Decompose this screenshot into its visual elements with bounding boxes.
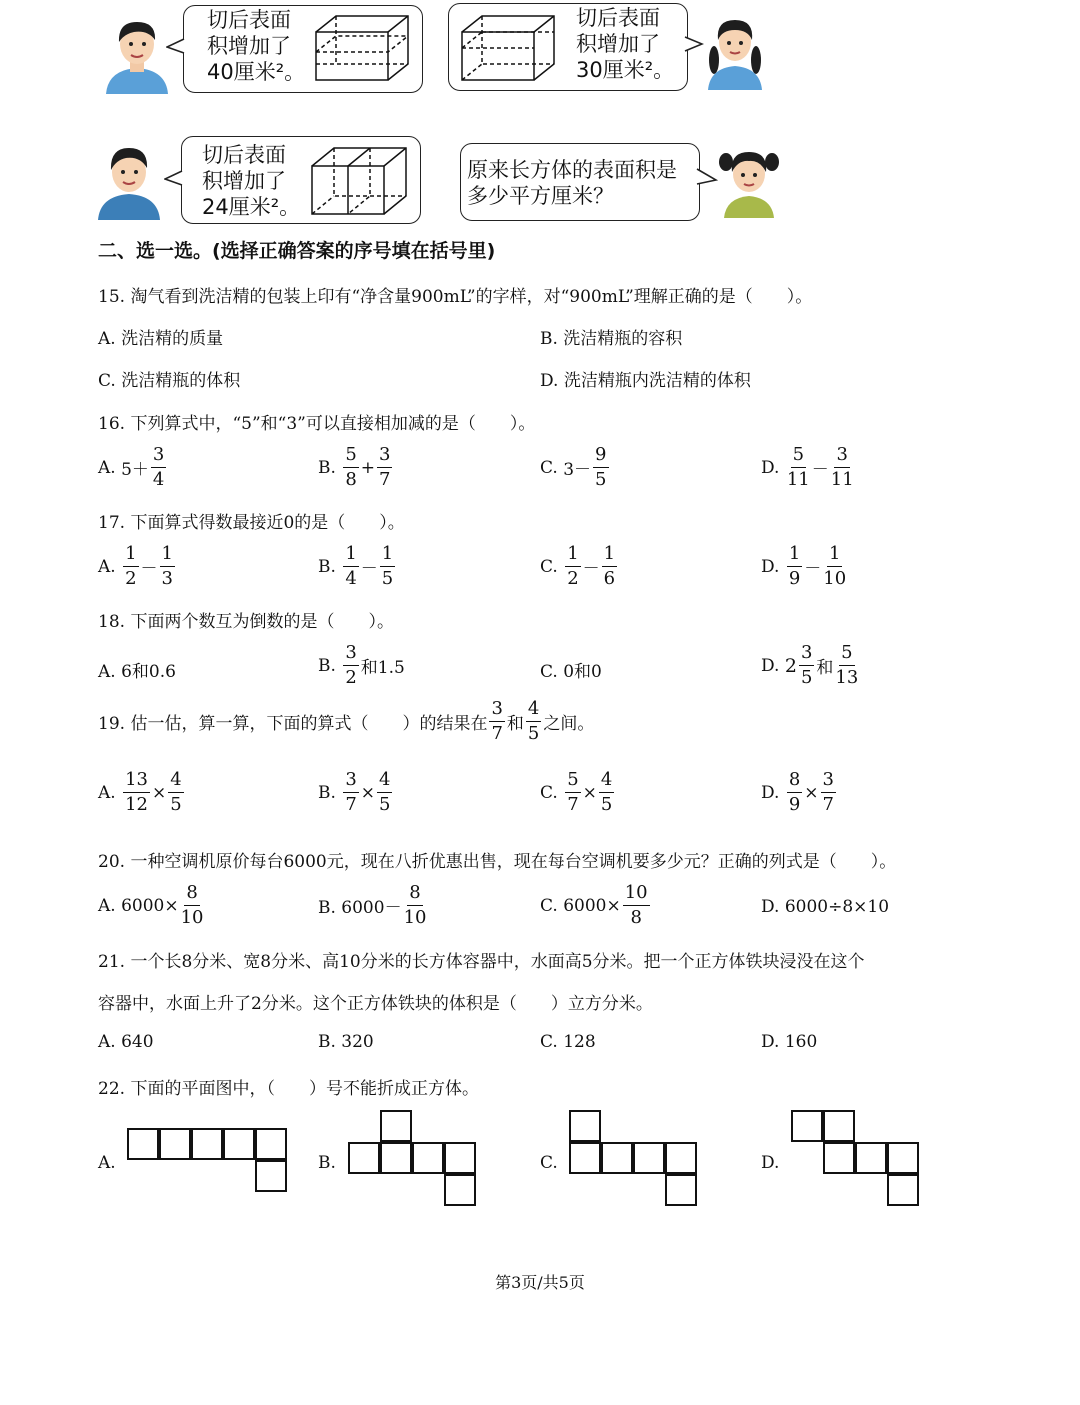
q17-d-den1: 9: [788, 568, 801, 589]
q17-d-label: D.: [761, 556, 780, 577]
question-16: 16. 下列算式中，“5”和“3”可以直接相加减的是（ ）。: [98, 414, 536, 434]
question-18: 18. 下面两个数互为倒数的是（ ）。: [98, 612, 394, 632]
q19-d-den2: 7: [822, 794, 834, 815]
q18-d-den1: 5: [800, 667, 813, 688]
q16-b-fraction-1: [343, 443, 358, 492]
q21-option-b: B. 320: [318, 1032, 374, 1052]
q17-c-fraction-1: [565, 542, 580, 591]
section-title: 二、选一选。(选择正确答案的序号填在括号里): [98, 240, 496, 262]
q18-d-num2: 5: [839, 641, 854, 666]
q16-option-c: [540, 443, 611, 492]
q19-c-fraction-1: [565, 768, 580, 817]
girl-avatar-1: [702, 10, 768, 90]
q16-a-num: 3: [151, 443, 166, 468]
bubble-2-line-2: 积增加了: [576, 32, 660, 56]
q17-a-fraction-2: [160, 542, 175, 591]
question-19: [98, 697, 594, 746]
q16-c-num: 9: [593, 443, 608, 468]
q16-c-pre: 3－: [563, 460, 592, 480]
q19-b-num1: 3: [343, 768, 358, 793]
bubble-3-line-3: 24厘米²。: [202, 195, 301, 219]
q18-b-den: 2: [345, 667, 357, 688]
q15-option-c: C. 洗洁精瓶的体积: [98, 371, 241, 391]
q19-mid: 和: [506, 714, 524, 734]
q16-b-num1: 5: [343, 443, 358, 468]
q20-option-b: [318, 881, 428, 930]
q19-d-num1: 8: [787, 768, 802, 793]
q15-option-b: B. 洗洁精瓶的容积: [540, 329, 683, 349]
q22-option-b-label: B.: [318, 1153, 336, 1173]
q19-option-c: [540, 768, 616, 817]
q17-c-num2: 1: [602, 542, 617, 567]
q17-option-d: [761, 542, 848, 591]
q17-a-label: A.: [98, 556, 116, 577]
q19-d-num2: 3: [821, 768, 836, 793]
q16-b-num2: 3: [377, 443, 392, 468]
net-square: [412, 1142, 444, 1174]
q16-d-label: D.: [761, 457, 780, 478]
q17-a-num2: 1: [160, 542, 175, 567]
q19-b-op: ×: [360, 782, 376, 803]
net-square: [191, 1128, 223, 1160]
q17-a-op: －: [140, 559, 158, 579]
q17-c-den1: 2: [567, 568, 579, 589]
q18-option-c: C. 0和0: [540, 662, 602, 682]
q18-d-num1: 3: [799, 641, 814, 666]
boy-avatar-2: [96, 142, 162, 220]
q17-option-a: [98, 542, 177, 591]
net-square: [791, 1110, 823, 1142]
q21-option-d: D. 160: [761, 1032, 818, 1052]
q17-d-op: －: [804, 559, 822, 579]
q22-net-d: [791, 1110, 927, 1212]
q16-a-label: A.: [98, 457, 116, 478]
q16-b-label: B.: [318, 457, 336, 478]
q19-d-label: D.: [761, 782, 780, 803]
q16-option-d: [761, 443, 856, 492]
q20-b-den: 10: [403, 907, 427, 928]
bubble-2-line-1: 切后表面: [576, 6, 660, 30]
q20-a-den: 10: [180, 907, 204, 928]
q17-d-num2: 1: [827, 542, 842, 567]
q16-option-b: [318, 443, 394, 492]
q19-c-op: ×: [582, 782, 597, 803]
bubble-1-line-3: 40厘米²。: [207, 60, 306, 84]
q17-b-den2: 5: [381, 568, 394, 589]
q18-d-fraction-2: [835, 641, 858, 690]
net-square: [887, 1142, 919, 1174]
bubble-4-line-2: 多少平方厘米？: [467, 184, 614, 208]
q17-c-op: －: [582, 559, 600, 579]
bubble-tail-3: [164, 170, 184, 186]
net-square: [601, 1142, 633, 1174]
bubble-3-line-2: 积增加了: [202, 169, 286, 193]
q18-b-fraction: [343, 641, 358, 690]
q17-b-label: B.: [318, 556, 336, 577]
q17-b-num2: 1: [380, 542, 395, 567]
page-footer: 第3页/共5页: [495, 1273, 585, 1292]
question-17: 17. 下面算式得数最接近0的是（ ）。: [98, 513, 405, 533]
q22-net-c: [569, 1110, 705, 1212]
q17-a-num1: 1: [123, 542, 138, 567]
q17-a-den1: 2: [125, 568, 137, 589]
q19-b-label: B.: [318, 782, 336, 803]
q16-d-fraction-2: [831, 443, 854, 492]
q17-d-den2: 10: [823, 568, 847, 589]
q16-option-a: [98, 443, 168, 492]
q17-a-den2: 3: [161, 568, 173, 589]
q16-a-fraction: [151, 443, 166, 492]
q19-a-num1: 13: [123, 768, 150, 793]
q17-b-num1: 1: [343, 542, 358, 567]
q16-b-den2: 7: [379, 469, 391, 490]
q19-fraction-1: [489, 697, 504, 746]
q22-option-a-label: A.: [98, 1153, 116, 1173]
bubble-tail-1: [166, 38, 186, 54]
q16-c-den: 5: [595, 469, 607, 490]
q19-a-fraction-2: [168, 768, 183, 817]
q22-net-a: [127, 1128, 293, 1196]
q20-b-fraction: [404, 881, 427, 930]
q16-a-den: 4: [152, 469, 165, 490]
q19-b-fraction-1: [343, 768, 358, 817]
q19-option-d: [761, 768, 838, 817]
q20-a-fraction: [181, 881, 204, 930]
q19-a-den2: 5: [170, 794, 182, 815]
girl-avatar-2: [716, 144, 782, 218]
q19-pre: 19. 估一估，算一算，下面的算式（ ）的结果在: [98, 714, 488, 734]
bubble-3-line-1: 切后表面: [202, 143, 286, 167]
net-square: [255, 1160, 287, 1192]
q17-c-den2: 6: [603, 568, 616, 589]
question-20: 20. 一种空调机原价每台6000元，现在八折优惠出售，现在每台空调机要多少元？正确的列式是（ ）。: [98, 852, 897, 872]
q19-d-den1: 9: [788, 794, 801, 815]
q20-b-num: 8: [407, 881, 422, 906]
q22-option-c-label: C.: [540, 1153, 558, 1173]
q16-d-den2: 11: [830, 469, 854, 490]
q19-d-fraction-1: [787, 768, 802, 817]
bubble-1-line-1: 切后表面: [207, 8, 291, 32]
q19-c-fraction-2: [599, 768, 614, 817]
q20-c-fraction: [623, 881, 650, 930]
q20-c-den: 8: [630, 907, 642, 928]
q16-b-den1: 8: [345, 469, 357, 490]
q19-b-den1: 7: [345, 794, 357, 815]
q17-option-b: [318, 542, 397, 591]
q20-option-a: [98, 881, 206, 930]
q15-option-d: D. 洗洁精瓶内洗洁精的体积: [540, 371, 751, 391]
q19-a-den1: 12: [125, 794, 148, 815]
q19-d-op: ×: [804, 782, 819, 803]
q19-num1: 3: [489, 697, 504, 722]
q17-b-op: －: [360, 559, 378, 579]
q19-a-label: A.: [98, 782, 116, 803]
q17-b-fraction-2: [380, 542, 395, 591]
net-square: [665, 1174, 697, 1206]
q19-den2: 5: [527, 723, 540, 744]
net-square: [633, 1142, 665, 1174]
q16-d-num1: 5: [791, 443, 806, 468]
q17-a-fraction-1: [123, 542, 138, 591]
q16-c-fraction: [593, 443, 608, 492]
q16-d-fraction-1: [787, 443, 810, 492]
net-square: [159, 1128, 191, 1160]
q20-a-pre: A. 6000×: [98, 895, 179, 916]
boy-avatar-1: [104, 14, 170, 94]
cuboid-cut-vertical-icon: [458, 12, 558, 84]
net-square: [855, 1142, 887, 1174]
bubble-tail-2: [684, 36, 704, 52]
net-square: [823, 1142, 855, 1174]
q20-option-c: [540, 881, 652, 930]
bubble-tail-4: [696, 168, 718, 186]
q21-option-a: A. 640: [98, 1032, 154, 1052]
q19-a-op: ×: [152, 782, 167, 803]
q19-d-fraction-2: [821, 768, 836, 817]
q20-b-pre: B. 6000－: [318, 898, 402, 918]
q19-post: 之间。: [543, 714, 595, 734]
q19-c-num1: 5: [565, 768, 580, 793]
q17-option-c: [540, 542, 619, 591]
bubble-4-line-1: 原来长方体的表面积是: [467, 158, 677, 182]
net-square: [255, 1128, 287, 1160]
q17-c-label: C.: [540, 556, 558, 577]
q17-d-fraction-1: [787, 542, 802, 591]
q16-d-num2: 3: [834, 443, 849, 468]
q21-option-c: C. 128: [540, 1032, 596, 1052]
net-square: [569, 1142, 601, 1174]
net-square: [444, 1174, 476, 1206]
q19-den1: 7: [491, 723, 503, 744]
net-square: [380, 1110, 412, 1142]
net-square: [569, 1110, 601, 1142]
net-square: [887, 1174, 919, 1206]
q17-c-fraction-2: [602, 542, 617, 591]
cuboid-cut-side-icon: [308, 144, 410, 218]
bubble-1-line-2: 积增加了: [207, 34, 291, 58]
q16-b-fraction-2: [377, 443, 392, 492]
q22-net-b: [348, 1110, 484, 1212]
net-square: [665, 1142, 697, 1174]
q18-d-den2: 13: [835, 667, 859, 688]
q19-option-b: [318, 768, 394, 817]
q17-b-fraction-1: [343, 542, 358, 591]
q17-d-num1: 1: [787, 542, 802, 567]
q19-b-den2: 5: [379, 794, 391, 815]
bubble-2-line-3: 30厘米²。: [576, 58, 675, 82]
question-22: 22. 下面的平面图中，（ ）号不能折成正方体。: [98, 1079, 479, 1099]
q18-option-a: A. 6和0.6: [98, 662, 176, 682]
net-square: [223, 1128, 255, 1160]
q18-d-mid: 和: [816, 658, 834, 678]
net-square: [127, 1128, 159, 1160]
q19-num2: 4: [526, 697, 541, 722]
q17-b-den1: 4: [345, 568, 357, 589]
q18-option-d: [761, 641, 860, 690]
q19-a-fraction-1: [123, 768, 150, 817]
q16-c-label: C.: [540, 457, 558, 478]
net-square: [348, 1142, 380, 1174]
question-21-line-1: 21. 一个长8分米、宽8分米、高10分米的长方体容器中，水面高5分米。把一个正方体铁块浸没在这个: [98, 952, 865, 972]
q18-option-b: [318, 641, 405, 690]
q18-b-num: 3: [343, 641, 358, 666]
net-square: [380, 1142, 412, 1174]
q19-c-label: C.: [540, 782, 558, 803]
q16-b-op: +: [360, 457, 376, 478]
q16-a-pre: 5＋: [121, 460, 149, 480]
q19-b-fraction-2: [377, 768, 392, 817]
q18-b-label: B.: [318, 655, 336, 676]
q20-c-num: 10: [623, 881, 650, 906]
q22-option-d-label: D.: [761, 1153, 780, 1173]
q16-d-op: －: [811, 460, 829, 480]
q17-c-num1: 1: [565, 542, 580, 567]
q18-b-post: 和1.5: [360, 658, 405, 678]
net-square: [444, 1142, 476, 1174]
q19-a-num2: 4: [168, 768, 183, 793]
q19-fraction-2: [526, 697, 541, 746]
q18-d-whole: 2: [784, 654, 797, 677]
q19-c-num2: 4: [599, 768, 614, 793]
q18-d-label: D.: [761, 655, 780, 676]
q20-a-num: 8: [184, 881, 199, 906]
q17-d-fraction-2: [823, 542, 846, 591]
q20-option-d: D. 6000÷8×10: [761, 897, 890, 917]
net-square: [823, 1110, 855, 1142]
cuboid-cut-horizontal-icon: [312, 12, 412, 84]
q19-option-a: [98, 768, 186, 817]
q19-c-den1: 7: [567, 794, 579, 815]
q15-option-a: A. 洗洁精的质量: [98, 329, 224, 349]
q16-d-den1: 11: [786, 469, 810, 490]
question-15: 15. 淘气看到洗洁精的包装上印有“净含量900mL”的字样，对“900mL”理解正确的是（ ）。: [98, 287, 813, 307]
question-21-line-2: 容器中，水面上升了2分米。这个正方体铁块的体积是（ ）立方分米。: [98, 994, 653, 1014]
q18-d-fraction-1: [799, 641, 814, 690]
q19-b-num2: 4: [377, 768, 392, 793]
q20-c-pre: C. 6000×: [540, 895, 621, 916]
q19-c-den2: 5: [600, 794, 613, 815]
